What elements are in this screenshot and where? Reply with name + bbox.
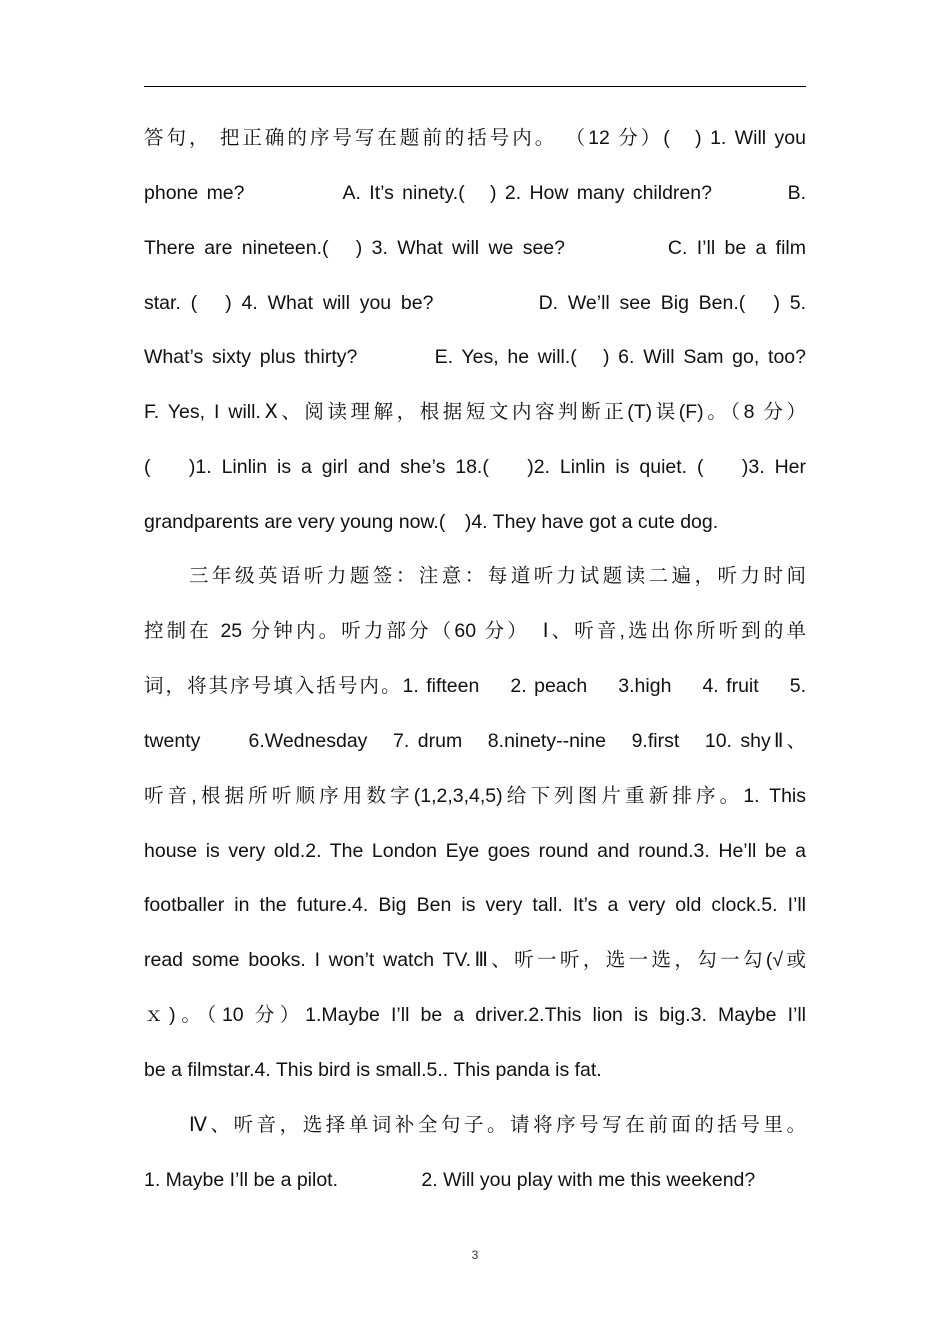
text-line-2: phone me? A. It’s ninety.( ) 2. How many children? B.: [144, 182, 806, 204]
text-line-5: What’s sixty plus thirty? E. Yes, he will.( ) 6. Will Sam go, too?: [144, 346, 806, 368]
text-line-17: ｘ)。（10 分）1.Maybe I’ll be a driver.2.This lion is big.3. Maybe I’ll: [144, 1004, 806, 1026]
text-line-8: grandparents are very young now.( )4. They have got a cute dog.: [144, 511, 719, 533]
page-number: 3: [471, 1248, 479, 1262]
text-line-12: twenty 6.Wednesday 7. drum 8.ninety--nine 9.first 10. shyⅡ、: [144, 730, 806, 752]
text-line-1: 答句， 把正确的序号写在题前的括号内。 （12 分）( ) 1. Will you: [144, 127, 806, 149]
text-line-20: 1. Maybe I’ll be a pilot. 2. Will you play with me this weekend?: [144, 1169, 756, 1191]
text-line-6: F. Yes, I will.Ⅹ、阅读理解，根据短文内容判断正(T)误(F)。（8 分）: [144, 401, 806, 423]
text-line-11: 词，将其序号填入括号内。1. fifteen 2. peach 3.high 4. fruit 5.: [144, 675, 806, 697]
text-line-10: 控制在 25 分钟内。听力部分（60 分） Ⅰ、听音,选出你所听到的单: [144, 620, 806, 642]
text-line-15: footballer in the future.4. Big Ben is very tall. It’s a very old clock.5. I’ll: [144, 894, 806, 916]
text-line-16: read some books. I won’t watch TV.Ⅲ、听一听，选一选，勾一勾(√或: [144, 949, 806, 971]
text-line-13: 听音,根据所听顺序用数字(1,2,3,4,5)给下列图片重新排序。1. This: [144, 785, 806, 807]
text-line-4: star. ( ) 4. What will you be? D. We’ll see Big Ben.( ) 5.: [144, 292, 806, 314]
text-line-18: be a filmstar.4. This bird is small.5.. This panda is fat.: [144, 1059, 602, 1081]
paragraph-section-iv: Ⅳ、听音，选择单词补全句子。请将序号写在前面的括号里。: [189, 1114, 806, 1136]
text-line-3: There are nineteen.( ) 3. What will we see? C. I’ll be a film: [144, 237, 806, 259]
text-line-14: house is very old.2. The London Eye goes round and round.3. He’ll be a: [144, 840, 806, 862]
paragraph-listening-intro: 三年级英语听力题签：注意：每道听力试题读二遍，听力时间: [189, 565, 806, 587]
text-line-7: ( )1. Linlin is a girl and she’s 18.( )2. Linlin is quiet. ( )3. Her: [144, 456, 806, 478]
header-rule: [144, 86, 806, 87]
